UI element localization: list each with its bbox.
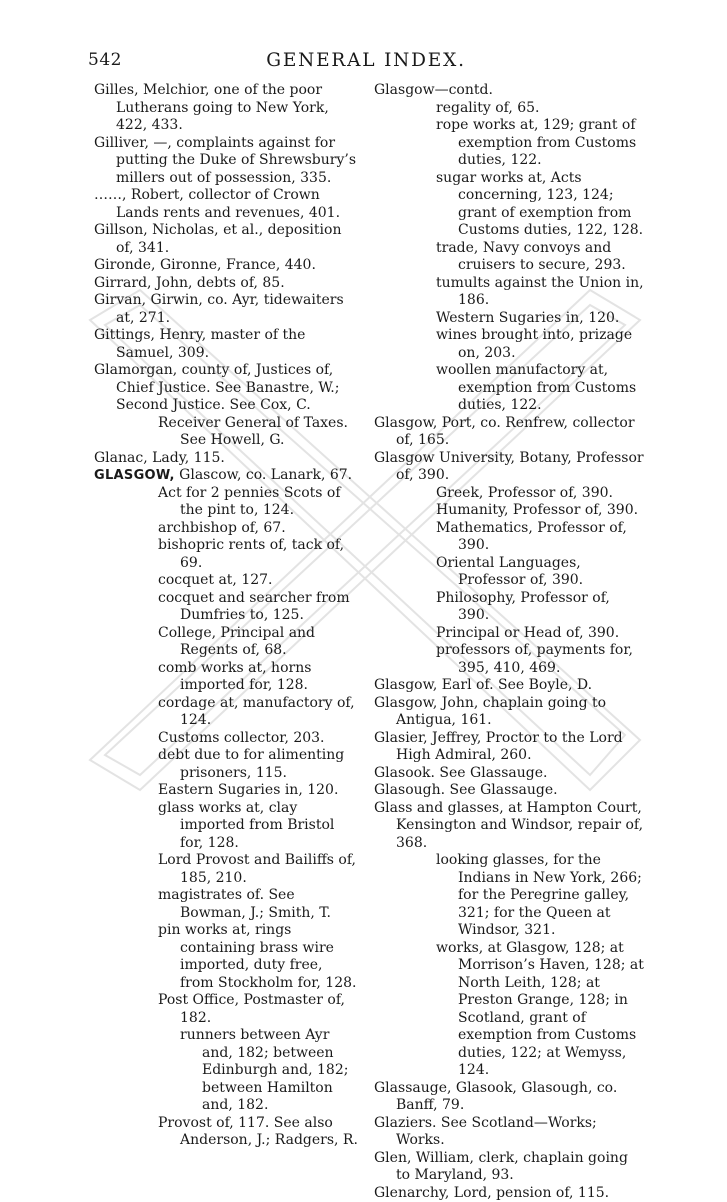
index-entry <box>94 992 358 1027</box>
index-entry-text: Glascow, co. Lanark, 67. <box>175 467 352 483</box>
index-entry-text: professors of, payments for, 395, 410, 469. <box>436 642 633 676</box>
index-entry <box>94 660 358 695</box>
index-entry-text: sugar works at, Acts concerning, 123, 124; grant of exemption from Customs duties, 122, 128. <box>436 170 643 239</box>
index-entry <box>374 677 644 695</box>
index-entry-text: tumults against the Union in, 186. <box>436 275 644 309</box>
index-entry-text: Glasgow, John, chaplain going to Antigua, 161. <box>374 695 606 729</box>
index-entry <box>374 590 644 625</box>
index-entry <box>94 292 358 327</box>
page-title: GENERAL INDEX. <box>88 50 644 71</box>
index-entry <box>94 1115 358 1150</box>
index-entry-text: Gilliver, —, complaints against for putting the Duke of Shrewsbury’s millers out of possession, 335. <box>94 135 356 186</box>
index-entry <box>374 555 644 590</box>
index-entry-text: Glamorgan, county of, Justices of, Chief Justice. See Banastre, W.; Second Justice. See Cox, C. <box>94 362 339 413</box>
index-entry <box>374 730 644 765</box>
index-entry-text: Eastern Sugaries in, 120. <box>158 782 338 798</box>
index-entry-text: archbishop of, 67. <box>158 520 286 536</box>
index-entry <box>94 887 358 922</box>
index-entry-text: Post Office, Postmaster of, 182. <box>158 992 345 1026</box>
index-entry <box>374 362 644 415</box>
index-entry-text: cocquet and searcher from Dumfries to, 125. <box>158 590 350 624</box>
index-entry <box>94 852 358 887</box>
index-entry-text: Glasgow University, Botany, Professor of, 390. <box>374 450 644 484</box>
index-entry <box>374 170 644 240</box>
index-entry <box>94 572 358 590</box>
index-entry <box>94 730 358 748</box>
index-entry-text: Lord Provost and Bailiffs of, 185, 210. <box>158 852 356 886</box>
index-entry-text: Glasough. See Glassauge. <box>374 782 558 798</box>
index-entry <box>94 537 358 572</box>
index-entry-text: Glanac, Lady, 115. <box>94 450 225 466</box>
index-entry <box>374 1150 644 1185</box>
index-entry <box>374 800 644 853</box>
index-entry <box>374 1080 644 1115</box>
index-entry <box>94 625 358 660</box>
index-entry <box>94 782 358 800</box>
index-entry <box>94 450 358 468</box>
index-entry <box>374 695 644 730</box>
index-entry-text: Gironde, Gironne, France, 440. <box>94 257 316 273</box>
index-entry-text: woollen manufactory at, exemption from Customs duties, 122. <box>436 362 636 413</box>
index-entry <box>94 520 358 538</box>
index-entry <box>374 940 644 1080</box>
index-entry <box>374 852 644 940</box>
index-entry-text: Principal or Head of, 390. <box>436 625 619 641</box>
index-entry <box>374 117 644 170</box>
index-entry-text: Girrard, John, debts of, 85. <box>94 275 285 291</box>
index-entry-text: bishopric rents of, tack of, 69. <box>158 537 344 571</box>
index-entry <box>94 362 358 415</box>
index-entry-text: Customs collector, 203. <box>158 730 325 746</box>
index-entry <box>374 327 644 362</box>
index-entry-text: Greek, Professor of, 390. <box>436 485 613 501</box>
index-entry-text: Philosophy, Professor of, 390. <box>436 590 610 624</box>
index-entry <box>374 625 644 643</box>
index-entry-text: regality of, 65. <box>436 100 540 116</box>
index-entry-text: runners between Ayr and, 182; between Edinburgh and, 182; between Hamilton and, 182. <box>180 1027 348 1113</box>
index-entry <box>94 415 358 450</box>
index-entry-text: Girvan, Girwin, co. Ayr, tidewaiters at, 271. <box>94 292 344 326</box>
index-entry <box>94 187 358 222</box>
index-entry-text: Gillson, Nicholas, et al., deposition of, 341. <box>94 222 341 256</box>
index-entry-text: Glass and glasses, at Hampton Court, Kensington and Windsor, repair of, 368. <box>374 800 643 851</box>
index-entry-text: Mathematics, Professor of, 390. <box>436 520 627 554</box>
index-entry <box>374 275 644 310</box>
index-entry <box>374 1185 644 1202</box>
index-entry-text: Glasgow, Port, co. Renfrew, collector of, 165. <box>374 415 635 449</box>
index-entry-text: Receiver General of Taxes. See Howell, G. <box>158 415 348 449</box>
index-entry-text: Glenarchy, Lord, pension of, 115. <box>374 1185 609 1201</box>
index-entry <box>94 82 358 135</box>
index-entry <box>94 485 358 520</box>
index-entry-text: Act for 2 pennies Scots of the pint to, 124. <box>158 485 341 519</box>
index-entry-text: Provost of, 117. See also Anderson, J.; Radgers, R. <box>158 1115 358 1149</box>
index-entry <box>374 82 644 100</box>
index-entry-text: magistrates of. See Bowman, J.; Smith, T. <box>158 887 331 921</box>
index-entry <box>374 450 644 485</box>
index-entry-text: wines brought into, prizage on, 203. <box>436 327 632 361</box>
index-entry <box>94 747 358 782</box>
index-entry <box>374 782 644 800</box>
index-entry <box>94 695 358 730</box>
index-entry <box>374 642 644 677</box>
index-entry-text: Glassauge, Glasook, Glasough, co. Banff, 79. <box>374 1080 617 1114</box>
index-entry <box>94 922 358 992</box>
index-entry-text: Gittings, Henry, master of the Samuel, 309. <box>94 327 305 361</box>
index-entry <box>374 415 644 450</box>
index-entry <box>374 240 644 275</box>
index-entry-text: Glasgow—contd. <box>374 82 493 98</box>
index-entry <box>374 520 644 555</box>
index-entry <box>94 257 358 275</box>
index-entry-text: works, at Glasgow, 128; at Morrison’s Haven, 128; at North Leith, 128; at Preston Grange, 128; in Scotland, grant of exemption from Customs duties, 122; at Wemyss, 124. <box>436 940 644 1079</box>
index-entry <box>374 1115 644 1150</box>
index-entry <box>94 590 358 625</box>
index-entry <box>94 135 358 188</box>
index-entry-text: glass works at, clay imported from Bristol for, 128. <box>158 800 334 851</box>
index-entry <box>374 502 644 520</box>
index-entry-text: Glasgow, Earl of. See Boyle, D. <box>374 677 592 693</box>
index-entry-text: Glasook. See Glassauge. <box>374 765 547 781</box>
index-entry <box>94 1027 358 1115</box>
left-index-column <box>94 82 358 1150</box>
index-entry-text: looking glasses, for the Indians in New York, 266; for the Peregrine galley, 321; for the Queen at Windsor, 321. <box>436 852 642 938</box>
right-index-column <box>374 82 644 1202</box>
index-entry <box>94 222 358 257</box>
index-entry-text: rope works at, 129; grant of exemption from Customs duties, 122. <box>436 117 636 168</box>
index-entry-text: debt due to for alimenting prisoners, 115. <box>158 747 344 781</box>
index-entry-text: Oriental Languages, Professor of, 390. <box>436 555 583 589</box>
index-entry <box>374 485 644 503</box>
index-entry-text: Western Sugaries in, 120. <box>436 310 619 326</box>
index-entry-text: Glasier, Jeffrey, Proctor to the Lord High Admiral, 260. <box>374 730 623 764</box>
index-entry-text: Glaziers. See Scotland—Works; Works. <box>374 1115 597 1149</box>
index-entry-text: Gilles, Melchior, one of the poor Lutherans going to New York, 422, 433. <box>94 82 329 133</box>
page-number: 542 <box>88 50 122 70</box>
index-entry <box>374 765 644 783</box>
index-entry-text: College, Principal and Regents of, 68. <box>158 625 315 659</box>
index-entry <box>374 100 644 118</box>
index-headword: GLASGOW, <box>94 468 175 483</box>
index-entry-text: pin works at, rings containing brass wire imported, duty free, from Stockholm for, 128. <box>158 922 356 991</box>
index-entry-text: cordage at, manufactory of, 124. <box>158 695 355 729</box>
index-entry-text: cocquet at, 127. <box>158 572 273 588</box>
index-entry <box>94 275 358 293</box>
index-entry <box>94 467 358 485</box>
index-entry <box>374 310 644 328</box>
index-entry <box>94 327 358 362</box>
index-entry-text: ……, Robert, collector of Crown Lands rents and revenues, 401. <box>94 187 340 221</box>
index-entry-text: Glen, William, clerk, chaplain going to Maryland, 93. <box>374 1150 628 1184</box>
index-entry-text: trade, Navy convoys and cruisers to secure, 293. <box>436 240 626 274</box>
index-entry-text: Humanity, Professor of, 390. <box>436 502 638 518</box>
index-entry <box>94 800 358 853</box>
page-header <box>88 50 644 76</box>
index-entry-text: comb works at, horns imported for, 128. <box>158 660 311 694</box>
